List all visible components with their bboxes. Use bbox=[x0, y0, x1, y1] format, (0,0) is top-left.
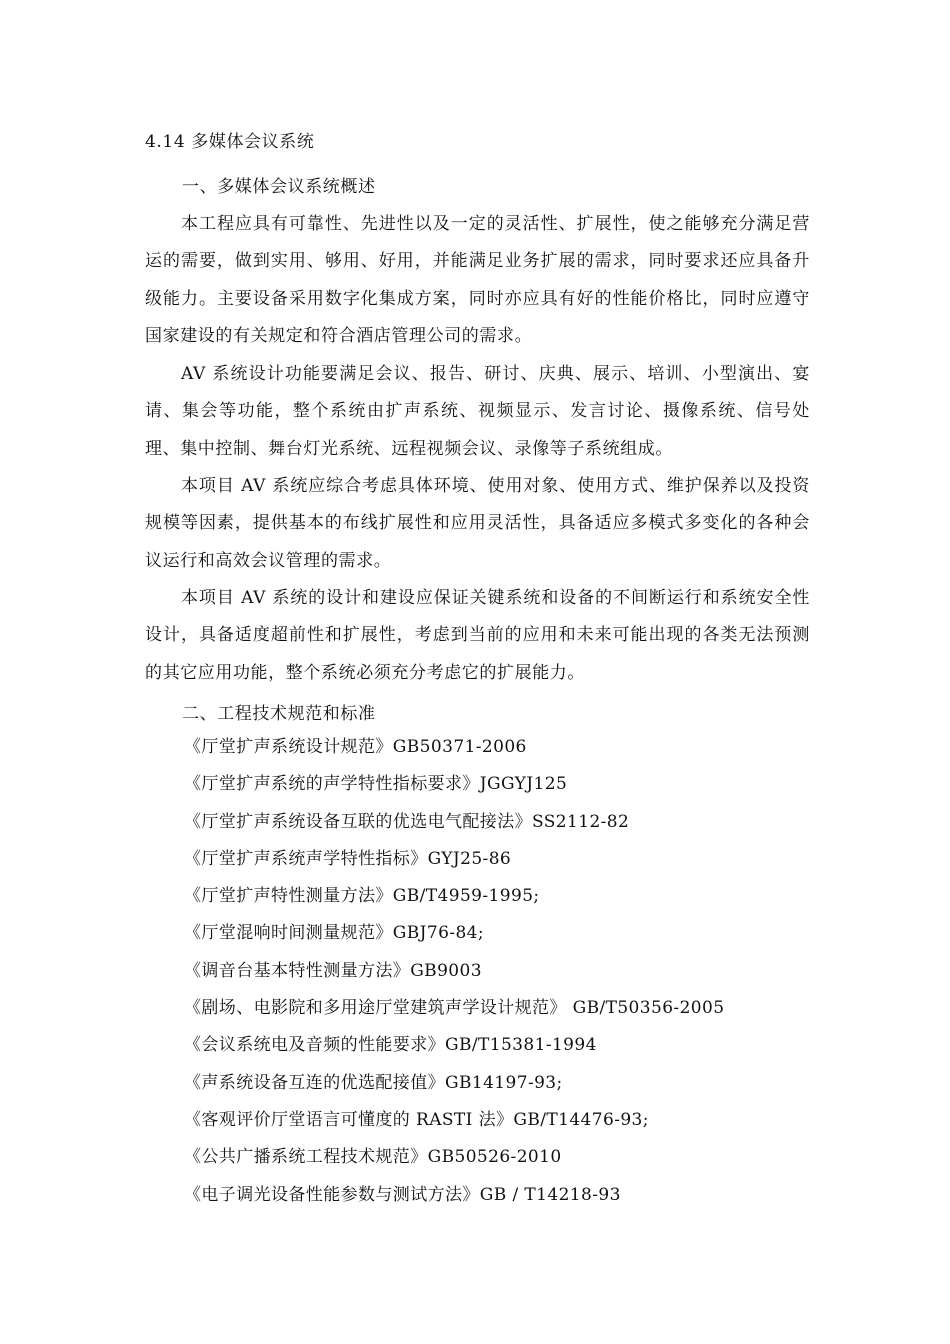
standards-heading: 二、工程技术规范和标准 bbox=[182, 704, 376, 724]
standard-item: 《剧场、电影院和多用途厅堂建筑声学设计规范》 GB/T50356-2005 bbox=[184, 998, 725, 1019]
section-title: 4.14 多媒体会议系统 bbox=[145, 132, 315, 152]
standard-item: 《厅堂扩声系统设计规范》GB50371-2006 bbox=[184, 737, 527, 757]
standards-list bbox=[184, 729, 724, 1214]
overview-paragraph: 本项目 AV 系统应综合考虑具体环境、使用对象、使用方式、维护保养以及投资规模等因素，提供基本的布线扩展性和应用灵活性，具备适应多模式多变化的各种会议运行和高效会议管理的需求。 bbox=[145, 476, 810, 571]
standard-item: 《厅堂扩声特性测量方法》GB/T4959-1995; bbox=[184, 886, 540, 907]
overview-paragraph: 本项目 AV 系统的设计和建设应保证关键系统和设备的不间断运行和系统安全性设计，具备适度超前性和扩展性，考虑到当前的应用和未来可能出现的各类无法预测的其它应用功能，整个系统必须充分考虑它的扩展能力。 bbox=[145, 588, 810, 683]
standard-item: 《厅堂扩声系统的声学特性指标要求》JGGYJ125 bbox=[184, 774, 568, 795]
standard-item: 《调音台基本特性测量方法》GB9003 bbox=[184, 960, 482, 981]
standard-item: 《厅堂混响时间测量规范》GBJ76-84; bbox=[184, 923, 485, 944]
overview-paragraph: 本工程应具有可靠性、先进性以及一定的灵活性、扩展性，使之能够充分满足营运的需要，做到实用、够用、好用，并能满足业务扩展的需求，同时要求还应具备升级能力。主要设备采用数字化集成方案，同时亦应具有好的性能价格比，同时应遵守国家建设的有关规定和符合酒店管理公司的需求。 bbox=[145, 214, 810, 346]
standard-item: 《厅堂扩声系统设备互联的优选电气配接法》SS2112-82 bbox=[184, 811, 630, 832]
standard-item: 《声系统设备互连的优选配接值》GB14197-93; bbox=[184, 1072, 563, 1093]
overview-paragraph: AV 系统设计功能要满足会议、报告、研讨、庆典、展示、培训、小型演出、宴请、集会等功能，整个系统由扩声系统、视频显示、发言讨论、摄像系统、信号处理、集中控制、舞台灯光系统、远程视频会议、录像等子系统组成。 bbox=[145, 364, 810, 459]
standard-item: 《公共广播系统工程技术规范》GB50526-2010 bbox=[184, 1147, 562, 1168]
standard-item: 《电子调光设备性能参数与测试方法》GB / T14218-93 bbox=[184, 1184, 621, 1205]
standard-item: 《会议系统电及音频的性能要求》GB/T15381-1994 bbox=[184, 1035, 597, 1056]
standard-item: 《客观评价厅堂语言可懂度的 RASTI 法》GB/T14476-93; bbox=[184, 1109, 649, 1130]
overview-heading: 一、多媒体会议系统概述 bbox=[182, 177, 376, 197]
standard-item: 《厅堂扩声系统声学特性指标》GYJ25-86 bbox=[184, 848, 512, 869]
